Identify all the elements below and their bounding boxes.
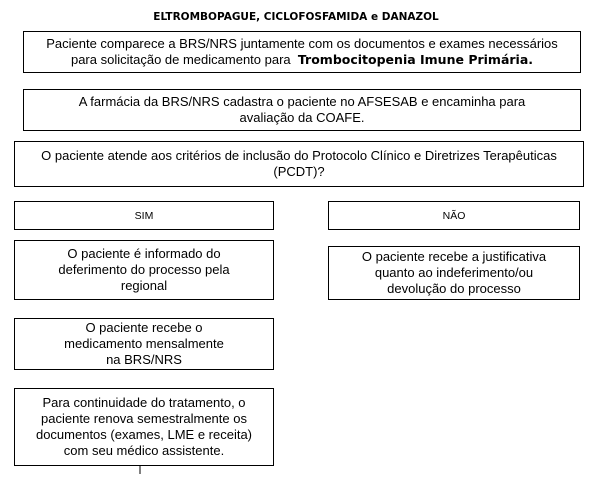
condition-name: Trombocitopenia Imune Primária. xyxy=(297,52,534,67)
step-approval-informed xyxy=(14,240,274,300)
step-approval-informed-text: O paciente é informado do deferimento do processo pela regional xyxy=(58,246,230,293)
step-denial-justification-text: O paciente recebe a justificativa quanto ao indeferimento/ou devolução do processo xyxy=(361,249,547,296)
branch-nao-label: NÃO xyxy=(442,209,466,222)
branch-sim-label: SIM xyxy=(134,209,154,222)
step-monthly-medication-text: O paciente recebe o medicamento mensalmente na BRS/NRS xyxy=(64,320,224,367)
step-semiannual-renewal-text: Para continuidade do tratamento, o paciente renova semestralmente os documentos (exames, LME e receita) com seu médico assistente. xyxy=(35,395,253,458)
step-pharmacy-registers xyxy=(23,89,581,131)
diagram-title: ELTROMBOPAGUE, CICLOFOSFAMIDA e DANAZOL xyxy=(153,11,439,23)
branch-nao xyxy=(328,201,580,230)
branch-sim xyxy=(14,201,274,230)
step-monthly-medication xyxy=(14,318,274,370)
step-criteria-question xyxy=(14,141,584,187)
step-patient-arrives-line2: para solicitação de medicamento para xyxy=(70,52,291,67)
step-denial-justification xyxy=(328,246,580,300)
step-patient-arrives-line1: Paciente comparece a BRS/NRS juntamente com os documentos e exames necessários xyxy=(46,36,558,51)
step-pharmacy-registers-text: A farmácia da BRS/NRS cadastra o paciente no AFSESAB e encaminha para avaliação da COAFE. xyxy=(78,94,526,125)
step-semiannual-renewal xyxy=(14,388,274,466)
step-patient-arrives xyxy=(23,31,581,73)
step-criteria-question-text: O paciente atende aos critérios de inclusão do Protocolo Clínico e Diretrizes Terapêuticas (PCDT)? xyxy=(41,148,557,179)
